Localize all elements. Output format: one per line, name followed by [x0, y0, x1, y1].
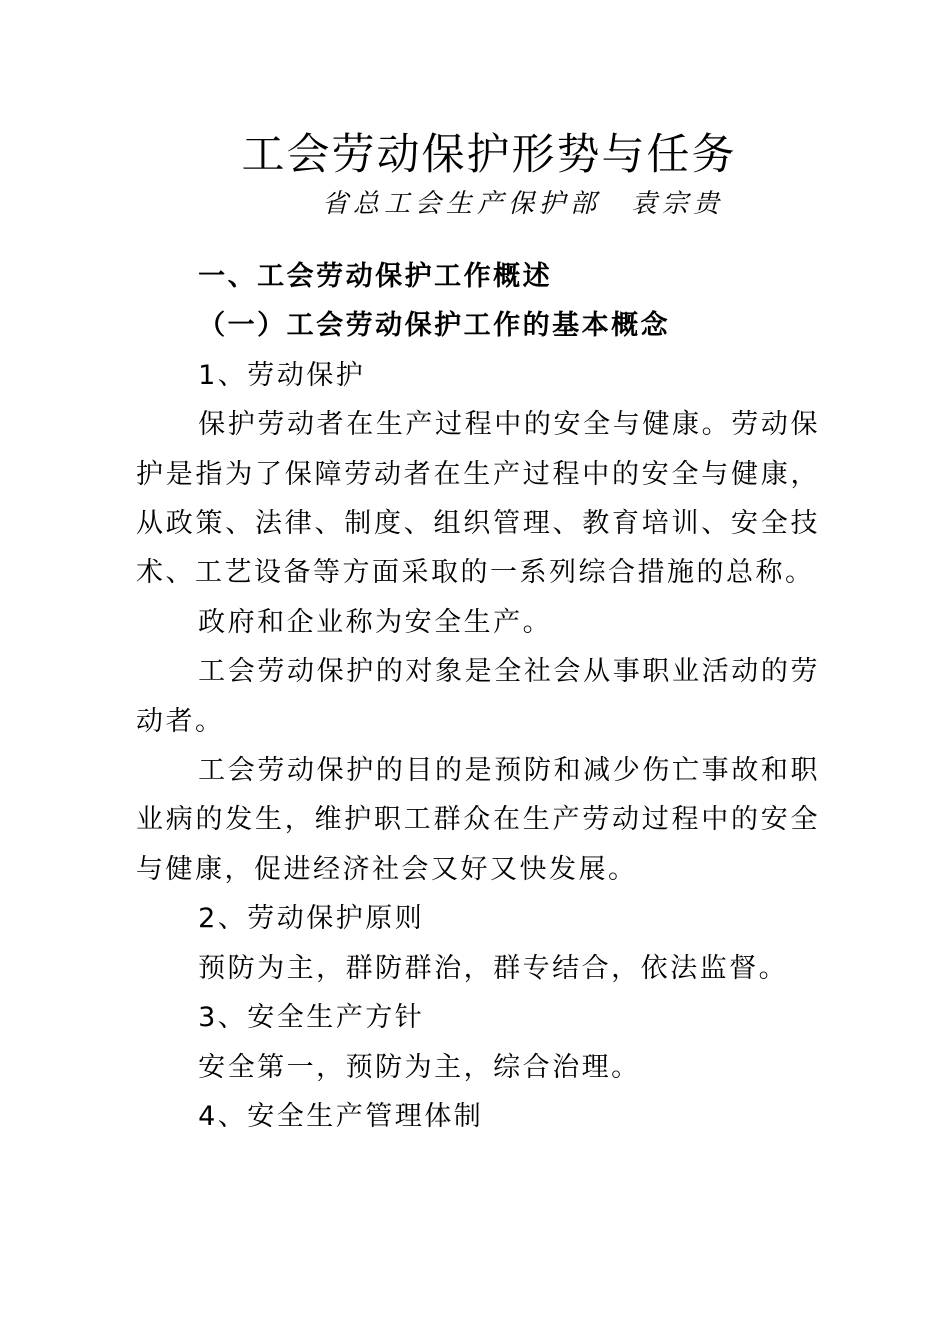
document-author [322, 186, 724, 222]
section-heading: 一、工会劳动保护工作概述 [198, 261, 553, 292]
paragraph: 保护劳动者在生产过程中的安全与健康。劳动保护是指为了保障劳动者在生产过程中的安全与健康，从政策、法律、制度、组织管理、教育培训、安全技术、工艺设备等方面采取的一系列综合措施的总称。 [136, 409, 820, 589]
subsection-heading: （一）工会劳动保护工作的基本概念 [198, 310, 671, 342]
paragraph: 预防为主，群防群治，群专结合，依法监督。 [198, 952, 789, 984]
item-heading: 2、劳动保护原则 [198, 903, 425, 935]
document-body [136, 252, 820, 1141]
document-title: 工会劳动保护形势与任务 [241, 130, 737, 180]
author-unit: 省总工会生产保护部 [322, 189, 602, 219]
author-name: 袁宗贵 [631, 189, 725, 219]
paragraph: 安全第一，预防为主，综合治理。 [198, 1051, 641, 1083]
item-heading: 3、安全生产方针 [198, 1002, 425, 1034]
paragraph: 工会劳动保护的对象是全社会从事职业活动的劳动者。 [136, 656, 820, 737]
item-heading: 1、劳动保护 [198, 359, 366, 391]
paragraph: 工会劳动保护的目的是预防和减少伤亡事故和职业病的发生，维护职工群众在生产劳动过程中的安全与健康，促进经济社会又好又快发展。 [136, 755, 820, 885]
paragraph: 政府和企业称为安全生产。 [198, 606, 553, 638]
item-heading: 4、安全生产管理体制 [198, 1100, 484, 1132]
